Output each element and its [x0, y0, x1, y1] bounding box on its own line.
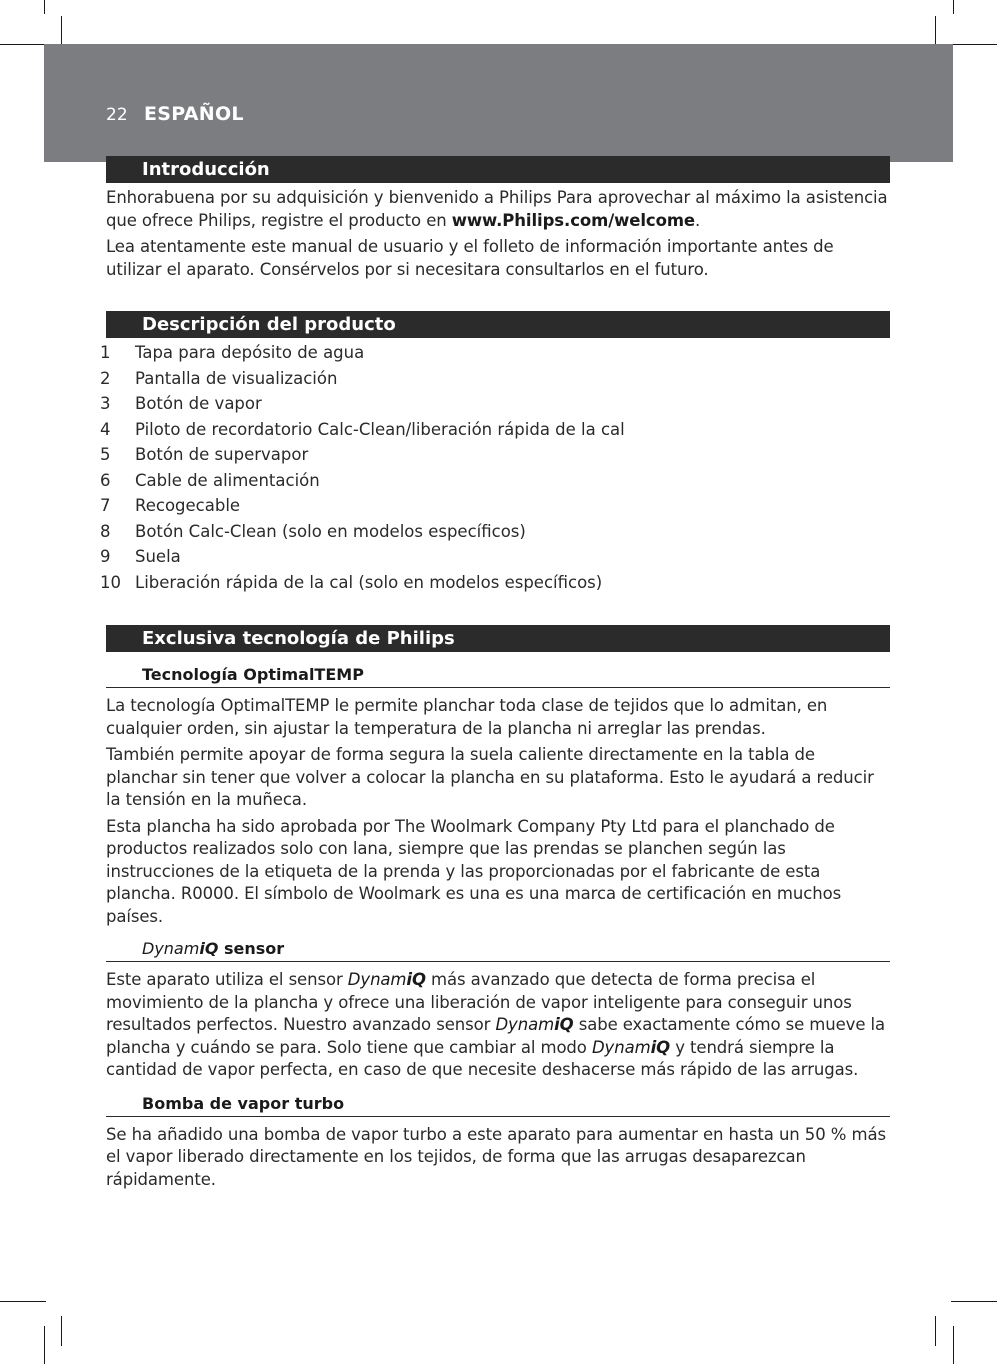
- item-number: 8: [100, 521, 111, 541]
- dynamiq-logo-b: iQ: [406, 970, 426, 989]
- item-label: Liberación rápida de la cal (solo en modelos específicos): [135, 572, 603, 592]
- intro-paragraph-2: Lea atentamente este manual de usuario y el folleto de información importante antes de utilizar el aparato. Consérvelos por si necesitara consultarlos en el futuro.: [106, 237, 834, 279]
- crop-mark: [0, 44, 46, 45]
- dynamiq-logo: [348, 970, 426, 989]
- item-label: Suela: [135, 547, 181, 566]
- item-label: Botón de supervapor: [135, 445, 309, 464]
- crop-mark: [951, 44, 997, 45]
- item-label: Cable de alimentación: [135, 470, 320, 490]
- philips-welcome-link[interactable]: www.Philips.com/welcome: [451, 210, 696, 230]
- list-item: [100, 417, 890, 443]
- list-item: [100, 570, 890, 596]
- list-item: [100, 442, 890, 468]
- list-item: [100, 366, 890, 392]
- dynamiq-logo: [142, 939, 218, 958]
- section-heading-technology: Exclusiva tecnología de Philips: [106, 625, 890, 652]
- list-item: [100, 340, 890, 366]
- subsection-heading-optimaltemp: Tecnología OptimalTEMP: [106, 663, 890, 688]
- dynamiq-logo-b: iQ: [554, 1015, 574, 1034]
- item-number: 1: [100, 343, 111, 362]
- crop-mark: [44, 0, 45, 14]
- dynamiq-text-4: y tendrá siempre la cantidad de vapor perfecta, en caso de que necesite deshacerse más rápido de las arrugas.: [106, 1037, 859, 1079]
- dynamiq-logo-a: Dynam: [347, 970, 407, 989]
- item-number: 6: [100, 470, 111, 490]
- subsection-heading-dynamiq: [106, 937, 890, 962]
- item-label: Botón Calc-Clean (solo en modelos específicos): [135, 521, 526, 541]
- item-label: Piloto de recordatorio Calc-Clean/liberación rápida de la cal: [135, 419, 625, 439]
- dynamiq-text-2: más avanzado que detecta de forma precisa el movimiento de la plancha y ofrece una liberación de vapor inteligente para conseguir unos resultados perfectos. Nuestro avanzado sensor: [106, 970, 852, 1034]
- dynamiq-text-3: sabe exactamente cómo se mueve la plancha y cuándo se para. Solo tiene que cambiar al modo: [106, 1015, 886, 1057]
- optimaltemp-paragraph-2: También permite apoyar de forma segura la suela caliente directamente en la tabla de planchar sin tener que volver a colocar la plancha en su plataforma. Esto le ayudará a reducir la tensión en la muñeca.: [106, 745, 874, 809]
- turbo-paragraph: Se ha añadido una bomba de vapor turbo a este aparato para aumentar en hasta un 50 % más el vapor liberado directamente en los tejidos, de forma que las arrugas desaparezcan rápidamente.: [106, 1124, 886, 1189]
- crop-mark: [44, 1326, 45, 1364]
- crop-mark: [935, 16, 936, 46]
- subsection-heading-turbo: Bomba de vapor turbo: [106, 1092, 890, 1117]
- page-number: 22: [106, 105, 128, 125]
- dynamiq-logo-a: Dynam: [142, 939, 200, 958]
- intro-text: Enhorabuena por su adquisición y bienvenido a Philips Para aprovechar al máximo la asistencia que ofrece Philips, registre el producto en: [106, 188, 888, 230]
- item-label: Botón de vapor: [135, 394, 262, 413]
- dynamiq-logo-b: iQ: [199, 939, 219, 958]
- optimaltemp-paragraph-1: La tecnología OptimalTEMP le permite planchar toda clase de tejidos que lo admitan, en cualquier orden, sin ajustar la temperatura de la plancha ni arreglar las prendas.: [106, 696, 828, 738]
- list-item: [100, 544, 890, 570]
- item-number: 10: [100, 572, 121, 592]
- product-parts-list: [100, 340, 890, 595]
- item-number: 7: [100, 496, 111, 515]
- item-number: 4: [100, 419, 111, 439]
- intro-text-end: .: [695, 210, 701, 230]
- dynamiq-logo-a: Dynam: [495, 1015, 555, 1034]
- crop-mark: [61, 16, 62, 46]
- dynamiq-logo: [495, 1015, 573, 1034]
- dynamiq-logo-b: iQ: [650, 1037, 671, 1057]
- item-number: 3: [100, 394, 111, 413]
- list-item: [100, 391, 890, 417]
- item-number: 2: [100, 368, 111, 388]
- item-number: 9: [100, 547, 111, 566]
- page-content: [100, 156, 890, 1191]
- item-label: Pantalla de visualización: [135, 368, 338, 388]
- item-label: Recogecable: [135, 496, 241, 515]
- crop-mark: [953, 0, 954, 14]
- section-heading-intro: Introducción: [106, 156, 890, 183]
- item-number: 5: [100, 445, 111, 464]
- intro-paragraph-1: [106, 187, 890, 232]
- optimaltemp-paragraph-3: Esta plancha ha sido aprobada por The Woolmark Company Pty Ltd para el planchado de productos realizados solo con lana, siempre que las prendas se planchen según las instrucciones de la etiqueta de la prenda y las proporcionadas por el fabricante de esta plancha. R0000. El símbolo de Woolmark es una es una marca de certificación en muchos países.: [106, 816, 842, 926]
- crop-mark: [61, 1316, 62, 1346]
- list-item: [100, 493, 890, 519]
- crop-mark: [935, 1316, 936, 1346]
- crop-mark: [0, 1301, 46, 1302]
- dynamiq-logo: [592, 1038, 670, 1057]
- section-heading-product: Descripción del producto: [106, 311, 890, 338]
- dynamiq-logo-a: Dynam: [591, 1037, 651, 1057]
- list-item: [100, 519, 890, 545]
- dynamiq-text-1: Este aparato utiliza el sensor: [106, 970, 348, 989]
- item-label: Tapa para depósito de agua: [135, 343, 365, 362]
- dynamiq-title-suffix: sensor: [218, 939, 285, 958]
- crop-mark: [951, 1301, 997, 1302]
- dynamiq-paragraph: [106, 969, 890, 1082]
- crop-mark: [953, 1326, 954, 1364]
- list-item: [100, 468, 890, 494]
- language-title: ESPAÑOL: [144, 103, 244, 125]
